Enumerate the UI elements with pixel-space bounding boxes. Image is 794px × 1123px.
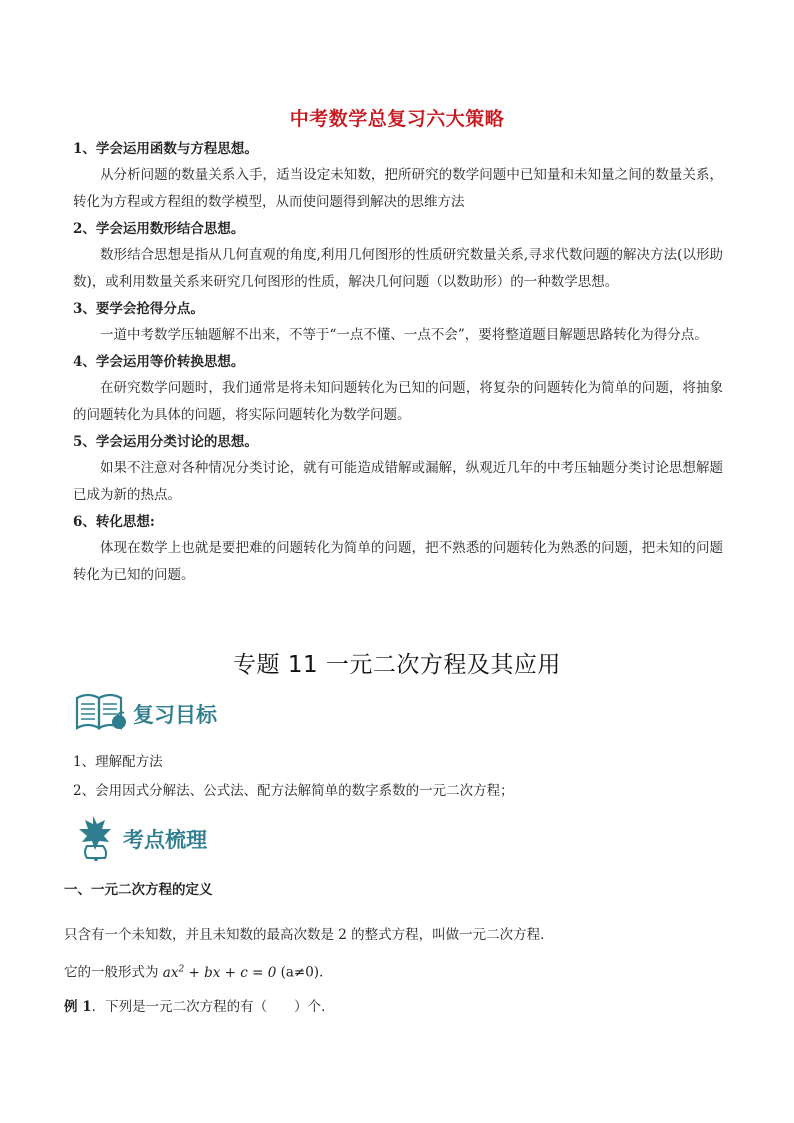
- strategy-heading: 3、要学会抢得分点。: [73, 301, 204, 317]
- review-goals-label: 复习目标: [133, 703, 217, 727]
- strategies-list: [73, 136, 723, 589]
- strategy-body: 从分析问题的数量关系入手，适当设定未知数，把所研究的数学问题中已知量和未知量之间的数量关系，转化为方程或方程组的数学模型，从而使问题得到解决的思维方法: [73, 167, 723, 210]
- goal-item: 1、理解配方法: [73, 754, 163, 770]
- general-form-formula: $ax^2$ + bx + c = 0: [162, 964, 277, 981]
- definition-text: 只含有一个未知数，并且未知数的最高次数是 2 的整式方程，叫做一元二次方程．: [64, 927, 554, 943]
- key-points-label: 考点梳理: [123, 828, 207, 852]
- strategy-body: 一道中考数学压轴题解不出来，不等于“一点不懂、一点不会”，要将整道题目解题思路转化为得分点。: [100, 327, 708, 343]
- strategy-body: 在研究数学问题时，我们通常是将未知问题转化为已知的问题，将复杂的问题转化为简单的问题，将抽象的问题转化为具体的问题，将实际问题转化为数学问题。: [73, 380, 723, 423]
- strategy-body: 如果不注意对各种情况分类讨论，就有可能造成错解或漏解，纵观近几年的中考压轴题分类讨论思想解题已成为新的热点。: [73, 460, 723, 503]
- general-form-suffix: (a≠0)．: [280, 964, 333, 981]
- strategy-heading: 2、学会运用数形结合思想。: [73, 221, 245, 237]
- strategy-body: 数形结合思想是指从几何直观的角度,利用几何图形的性质研究数量关系,寻求代数问题的解决方法(以形助数)，或利用数量关系来研究几何图形的性质，解决几何问题（以数助形）的一种数学思想。: [73, 247, 723, 290]
- strategy-heading: 5、学会运用分类讨论的思想。: [73, 434, 258, 450]
- strategy-body: 体现在数学上也就是要把难的问题转化为简单的问题，把不熟悉的问题转化为熟悉的问题，把未知的问题转化为已知的问题。: [73, 540, 723, 583]
- goal-item: 2、会用因式分解法、公式法、配方法解简单的数字系数的一元二次方程；: [73, 783, 514, 799]
- strategy-heading: 4、学会运用等价转换思想。: [73, 354, 245, 370]
- section-heading: 一、一元二次方程的定义: [64, 882, 213, 898]
- document-title: 中考数学总复习六大策略: [289, 108, 505, 130]
- example-label: 例 1: [64, 998, 92, 1015]
- maple-leaf-bell-icon: [73, 812, 119, 866]
- strategy-heading: 1、学会运用函数与方程思想。: [73, 141, 258, 157]
- general-form: [64, 952, 724, 990]
- example-text: ．下列是一元二次方程的有（ ）个．: [91, 998, 335, 1015]
- review-goals-banner: [73, 690, 217, 738]
- topic-title: 专题 11 一元二次方程及其应用: [233, 652, 561, 678]
- key-points-banner: [73, 812, 207, 866]
- review-goals-list: [73, 748, 723, 806]
- general-form-prefix: 它的一般形式为: [64, 964, 159, 981]
- example-line: [64, 990, 724, 1024]
- book-icon: [73, 690, 129, 738]
- strategy-heading: 6、转化思想:: [73, 514, 155, 530]
- definition-section: [64, 873, 724, 1024]
